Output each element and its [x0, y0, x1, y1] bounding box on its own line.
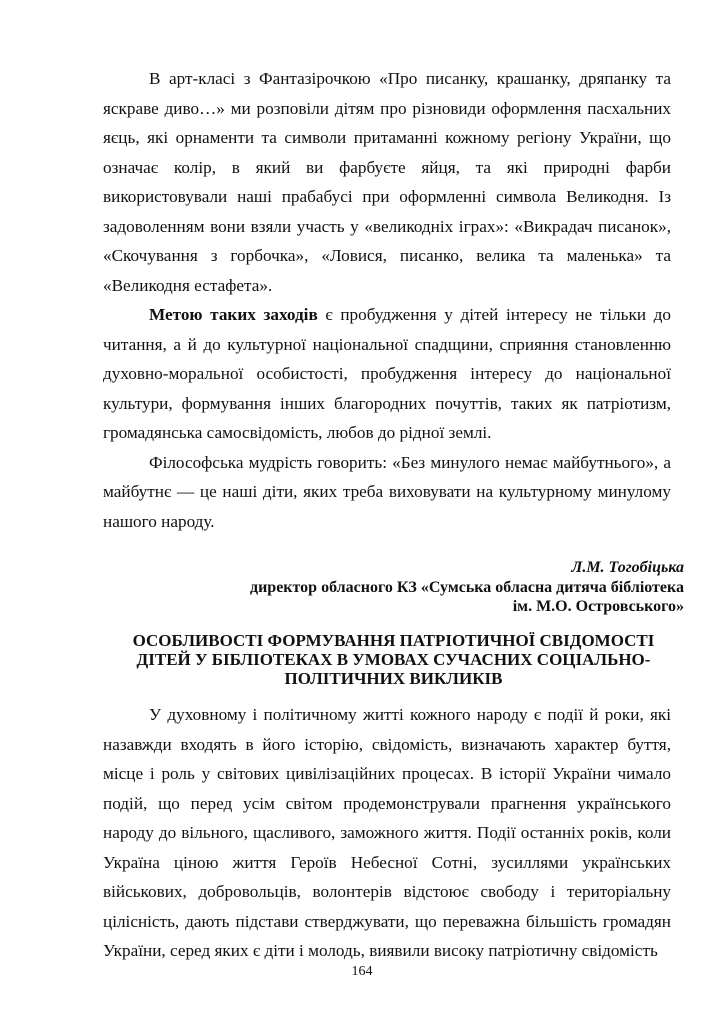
paragraph-article-intro: У духовному і політичному житті кожного народу є події й роки, які назавжди входять в його історію, свідомість, визначають характер буття, місце і роль у світових цивілізаційних процесах. В історії України чимало подій, що перед усім світом продемонстрували прагнення українського народу до вільного, щасливого, заможного життя. Події останніх років, коли Україна ціною життя Героїв Небесної Сотні, зусиллями українських військових, добровольців, волонтерів відстоює свободу і територіальну цілісність, дають підстави стверджувати, що переважна більшість громадян України, серед яких є діти і молодь, виявили високу патріотичну свідомість: [103, 705, 671, 960]
paragraph-goal: [103, 300, 671, 448]
author-organization: ім. М.О. Островського»: [512, 598, 684, 615]
goal-text: є пробудження у дітей інтересу не тільки до читання, а й до культурної національної спадщини, сприяння становленню духовно-моральної особистості, пробудження інтересу до національної культури, формування інших благородних почуттів, таких як патріотизм, громадянська самосвідомість, любов до рідної землі.: [103, 305, 671, 442]
author-position: директор обласного КЗ «Сумська обласна дитяча бібліотека: [249, 578, 684, 596]
paragraph-wisdom: Філософська мудрість говорить: «Без минулого немає майбутнього», а майбутнє — це наші діти, яких треба виховувати на культурному минулому нашого народу.: [103, 452, 671, 531]
author-name: Л.М. Тогобіцька: [571, 559, 684, 576]
paragraph-art-class: В арт-класі з Фантазірочкою «Про писанку, крашанку, дряпанку та яскраве диво…» ми розповіли дітям про різновиди оформлення пасхальних яєць, які орнаменти та символи притаманні кожному регіону України, що означає колір, в який ви фарбуєте яйця, та які природні фарби використовували наші прабабусі при оформленні символа Великодня. Із задоволенням вони взяли участь у «великодніх іграх»: «Викрадач писанок», «Скочування з горбочка», «Ловися, писанко, велика та маленька» та «Великодня естафета».: [103, 69, 671, 295]
article-body: [103, 700, 671, 966]
section-text: [103, 64, 671, 536]
page-number: 164: [351, 964, 373, 979]
article-title-line: ПОЛІТИЧНИХ ВИКЛИКІВ: [284, 669, 503, 688]
article-title-line: ДІТЕЙ У БІБЛІОТЕКАХ В УМОВАХ СУЧАСНИХ СОЦІАЛЬНО-: [136, 650, 651, 669]
author-signature: [103, 558, 684, 617]
article-title-line: ОСОБЛИВОСТІ ФОРМУВАННЯ ПАТРІОТИЧНОЇ СВІДОМОСТІ: [132, 631, 655, 650]
article-title: [103, 631, 684, 688]
goal-bold-phrase: Метою таких заходів: [149, 305, 318, 324]
